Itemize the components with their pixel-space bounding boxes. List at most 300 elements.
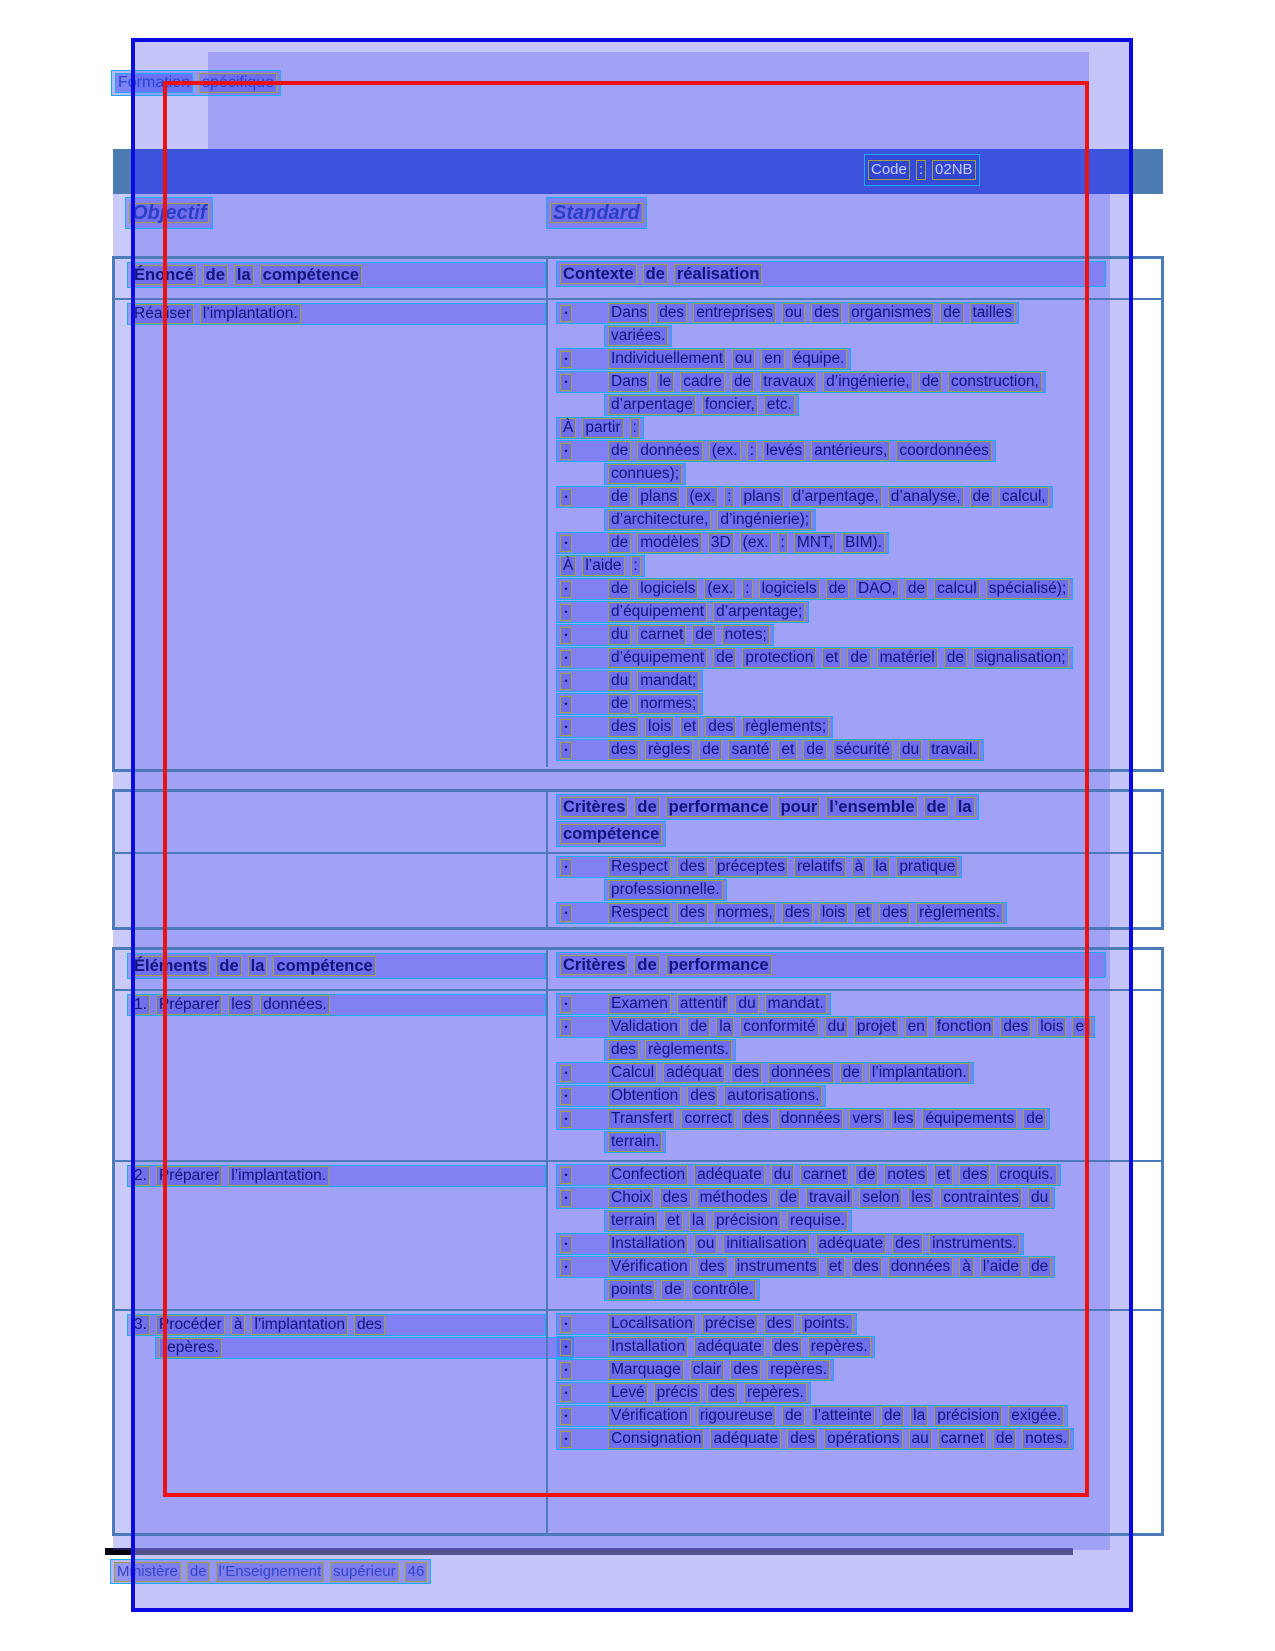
word: de bbox=[924, 797, 949, 817]
word: Obtention bbox=[608, 1086, 681, 1106]
word: du bbox=[825, 1017, 848, 1037]
word: : bbox=[742, 579, 752, 599]
text-line bbox=[127, 303, 546, 325]
word: l’implantation. bbox=[869, 1063, 970, 1083]
word: fonction bbox=[934, 1017, 994, 1037]
word: signalisation; bbox=[973, 648, 1069, 668]
bullet-marker-icon: • bbox=[560, 604, 572, 621]
text-line bbox=[556, 417, 644, 439]
word: lois bbox=[1037, 1017, 1066, 1037]
word: points. bbox=[801, 1314, 853, 1334]
text-line bbox=[556, 1428, 1074, 1450]
table-row bbox=[115, 298, 1161, 767]
word: la bbox=[872, 857, 890, 877]
bullet-marker-icon: • bbox=[560, 581, 572, 598]
word: compétence bbox=[260, 265, 362, 285]
text-line bbox=[556, 952, 1106, 978]
text-line bbox=[556, 1108, 1050, 1130]
word: de bbox=[643, 264, 668, 284]
word: d’ingénierie); bbox=[717, 510, 812, 530]
bullet-marker-icon: • bbox=[560, 351, 572, 368]
word: de bbox=[187, 1562, 210, 1582]
text-line bbox=[556, 348, 851, 370]
word: 3D bbox=[708, 533, 734, 553]
word: ou bbox=[782, 303, 805, 323]
cell-contexte-list bbox=[546, 300, 1161, 767]
word: de bbox=[905, 579, 928, 599]
word: performance bbox=[666, 797, 772, 817]
word: Éléments bbox=[131, 956, 210, 976]
word: données bbox=[778, 1109, 843, 1129]
cell-element-1 bbox=[115, 991, 546, 1160]
objectif-title bbox=[125, 197, 545, 230]
word: notes; bbox=[722, 625, 770, 645]
formation-specifique-label bbox=[111, 70, 281, 97]
word: des bbox=[705, 717, 736, 737]
text-line bbox=[546, 197, 647, 229]
word: construction, bbox=[948, 372, 1042, 392]
bullet-marker-icon: • bbox=[560, 1316, 572, 1333]
word: : bbox=[747, 441, 757, 461]
word: sécurité bbox=[833, 740, 893, 760]
word: adéquate bbox=[816, 1234, 887, 1254]
word: opérations bbox=[824, 1429, 902, 1449]
word: correct bbox=[681, 1109, 734, 1129]
word: de bbox=[203, 265, 228, 285]
word: Énoncé bbox=[131, 265, 197, 285]
word: en bbox=[905, 1017, 928, 1037]
table-row-element-2 bbox=[115, 1160, 1161, 1309]
word: partir bbox=[582, 418, 623, 438]
text-line bbox=[864, 154, 980, 186]
word: des bbox=[608, 740, 639, 760]
word: ou bbox=[694, 1234, 717, 1254]
header-cell-elements bbox=[115, 950, 546, 989]
text-line bbox=[556, 302, 1019, 324]
bullet-marker-icon: • bbox=[560, 1167, 572, 1184]
bullet-marker-icon: • bbox=[560, 443, 572, 460]
word: et bbox=[934, 1165, 953, 1185]
word: Procéder bbox=[156, 1315, 225, 1335]
table-criteres-ensemble bbox=[112, 789, 1164, 930]
text-line bbox=[604, 1210, 852, 1232]
text-line bbox=[556, 693, 703, 715]
text-line bbox=[556, 821, 666, 847]
word: spécialisé); bbox=[986, 579, 1070, 599]
word: Individuellement bbox=[608, 349, 726, 369]
word: vers bbox=[849, 1109, 884, 1129]
word: des bbox=[764, 1314, 795, 1334]
word: et bbox=[854, 903, 873, 923]
word: Critères bbox=[560, 797, 628, 817]
word: de bbox=[731, 372, 754, 392]
word: 2. bbox=[131, 1166, 150, 1186]
word: matériel bbox=[877, 648, 938, 668]
word: levés bbox=[763, 441, 805, 461]
word: (ex. bbox=[709, 441, 741, 461]
cell-criteres-2 bbox=[546, 1162, 1161, 1309]
word: Localisation bbox=[608, 1314, 696, 1334]
word: modèles bbox=[637, 533, 702, 553]
word: du bbox=[735, 994, 758, 1014]
word: de bbox=[944, 648, 967, 668]
word: précision bbox=[934, 1406, 1002, 1426]
word: attentif bbox=[677, 994, 730, 1014]
word: de bbox=[840, 1063, 863, 1083]
text-line bbox=[556, 486, 1053, 508]
word: précise bbox=[702, 1314, 758, 1334]
cell-competence-statement bbox=[115, 300, 546, 767]
text-line bbox=[604, 509, 816, 531]
word: (ex. bbox=[686, 487, 718, 507]
word: du bbox=[608, 671, 631, 691]
word: coordonnées bbox=[896, 441, 992, 461]
text-line bbox=[556, 1187, 1055, 1209]
word: terrain. bbox=[608, 1132, 662, 1152]
bullet-marker-icon: • bbox=[560, 1088, 572, 1105]
word: 02NB bbox=[932, 160, 976, 180]
bullet-marker-icon: • bbox=[560, 696, 572, 713]
word: adéquat bbox=[663, 1063, 725, 1083]
text-line bbox=[604, 1131, 666, 1153]
text-line bbox=[556, 716, 833, 738]
word: données bbox=[768, 1063, 833, 1083]
word: Transfert bbox=[608, 1109, 675, 1129]
word: Dans bbox=[608, 372, 650, 392]
bullet-marker-icon: • bbox=[560, 1236, 572, 1253]
word: repères. bbox=[159, 1338, 222, 1358]
word: l’aide bbox=[980, 1257, 1022, 1277]
word: repères. bbox=[808, 1337, 871, 1357]
table-row-element-3 bbox=[115, 1309, 1161, 1533]
word: de bbox=[855, 1165, 878, 1185]
word: exigée. bbox=[1008, 1406, 1064, 1426]
word: à bbox=[852, 857, 867, 877]
word: Vérification bbox=[608, 1406, 691, 1426]
word: Levé bbox=[608, 1383, 648, 1403]
word: Dans bbox=[608, 303, 650, 323]
word: des bbox=[851, 1257, 882, 1277]
word: ou bbox=[732, 349, 755, 369]
header-cell-enonce bbox=[115, 259, 546, 298]
text-line bbox=[556, 1016, 1095, 1038]
word: de bbox=[803, 740, 826, 760]
word: les bbox=[228, 995, 254, 1015]
word: équipements bbox=[922, 1109, 1017, 1129]
word: la bbox=[248, 956, 268, 976]
word: (ex. bbox=[740, 533, 772, 553]
text-line bbox=[556, 371, 1046, 393]
word: la bbox=[955, 797, 975, 817]
text-line bbox=[111, 70, 281, 96]
word: lois bbox=[819, 903, 848, 923]
bullet-marker-icon: • bbox=[560, 650, 572, 667]
word: à bbox=[231, 1315, 246, 1335]
bullet-marker-icon: • bbox=[560, 859, 572, 876]
word: initialisation bbox=[723, 1234, 809, 1254]
text-line bbox=[556, 993, 831, 1015]
word: et bbox=[778, 740, 797, 760]
word: adéquate bbox=[694, 1165, 765, 1185]
cell-element-2 bbox=[115, 1162, 546, 1309]
word: relatifs bbox=[794, 857, 846, 877]
table-row-element-1 bbox=[115, 989, 1161, 1160]
word: l’Enseignement bbox=[216, 1562, 325, 1582]
word: des bbox=[771, 1337, 802, 1357]
word: du bbox=[1028, 1188, 1051, 1208]
word: règles bbox=[645, 740, 693, 760]
text-line bbox=[155, 1337, 574, 1359]
word: des bbox=[782, 903, 813, 923]
word: des bbox=[811, 303, 842, 323]
ocr-block-overlay bbox=[208, 52, 1089, 149]
word: le bbox=[656, 372, 674, 392]
word: l’ensemble bbox=[826, 797, 917, 817]
word: plans bbox=[740, 487, 783, 507]
word: terrain bbox=[608, 1211, 658, 1231]
word: données bbox=[637, 441, 702, 461]
word: de bbox=[608, 694, 631, 714]
word: des bbox=[687, 1086, 718, 1106]
word: Examen bbox=[608, 994, 671, 1014]
bullet-marker-icon: • bbox=[560, 535, 572, 552]
word: Standard bbox=[550, 203, 643, 223]
text-line bbox=[604, 394, 799, 416]
bullet-marker-icon: • bbox=[560, 489, 572, 506]
word: normes, bbox=[714, 903, 776, 923]
word: Objectif bbox=[129, 203, 209, 223]
word: Marquage bbox=[608, 1360, 684, 1380]
word: cadre bbox=[680, 372, 725, 392]
table-enonce-contexte bbox=[112, 256, 1164, 772]
word: Contexte bbox=[560, 264, 637, 284]
word: mandat. bbox=[765, 994, 827, 1014]
word: et bbox=[822, 648, 841, 668]
word: de bbox=[661, 1280, 684, 1300]
word: etc. bbox=[764, 395, 795, 415]
word: de bbox=[216, 956, 241, 976]
word: adéquate bbox=[694, 1337, 765, 1357]
empty-cell bbox=[115, 792, 546, 852]
word: des bbox=[608, 717, 639, 737]
word: connues); bbox=[608, 464, 682, 484]
word: des bbox=[656, 303, 687, 323]
word: du bbox=[899, 740, 922, 760]
text-line bbox=[556, 1382, 811, 1404]
word: de bbox=[687, 1017, 710, 1037]
word: des bbox=[731, 1063, 762, 1083]
word: données. bbox=[260, 995, 330, 1015]
word: Consignation bbox=[608, 1429, 704, 1449]
empty-cell bbox=[115, 854, 546, 927]
word: foncier, bbox=[702, 395, 758, 415]
word: tailles bbox=[970, 303, 1016, 323]
standard-title bbox=[546, 197, 1102, 230]
word: du bbox=[771, 1165, 794, 1185]
word: : bbox=[724, 487, 734, 507]
word: l’implantation. bbox=[228, 1166, 329, 1186]
word: santé bbox=[728, 740, 772, 760]
word: 46 bbox=[405, 1562, 428, 1582]
text-line bbox=[604, 325, 672, 347]
word: MNT, bbox=[794, 533, 836, 553]
word: variées. bbox=[608, 326, 668, 346]
word: pratique bbox=[896, 857, 958, 877]
word: les bbox=[908, 1188, 934, 1208]
word: 1. bbox=[131, 995, 150, 1015]
word: Choix bbox=[608, 1188, 654, 1208]
word: l’implantation bbox=[251, 1315, 347, 1335]
word: de bbox=[1023, 1109, 1046, 1129]
text-line bbox=[556, 1359, 834, 1381]
code-line bbox=[864, 154, 1042, 187]
word: logiciels bbox=[759, 579, 820, 599]
bullet-marker-icon: • bbox=[560, 742, 572, 759]
text-line bbox=[556, 739, 984, 761]
word: normes; bbox=[637, 694, 699, 714]
word: de bbox=[608, 487, 631, 507]
word: de bbox=[1028, 1257, 1051, 1277]
word: carnet bbox=[637, 625, 686, 645]
word: de bbox=[699, 740, 722, 760]
word: Installation bbox=[608, 1234, 688, 1254]
bullet-marker-icon: • bbox=[560, 1019, 572, 1036]
word: de bbox=[993, 1429, 1016, 1449]
text-line bbox=[556, 856, 962, 878]
word: spécifique bbox=[199, 73, 277, 93]
word: Critères bbox=[560, 955, 628, 975]
bullet-marker-icon: • bbox=[560, 305, 572, 322]
word: l’implantation. bbox=[200, 304, 301, 324]
word: requise. bbox=[787, 1211, 848, 1231]
word: points bbox=[608, 1280, 655, 1300]
header-cell-criteres-ensemble bbox=[546, 792, 1161, 852]
word: compétence bbox=[273, 956, 375, 976]
bullet-marker-icon: • bbox=[560, 1362, 572, 1379]
word: travaux bbox=[760, 372, 817, 392]
text-line bbox=[604, 1039, 736, 1061]
word: de bbox=[634, 797, 659, 817]
word: de bbox=[634, 955, 659, 975]
header-cell-criteres bbox=[546, 950, 1161, 989]
text-line bbox=[556, 261, 1106, 287]
word: À bbox=[560, 418, 576, 438]
word: précis bbox=[654, 1383, 701, 1403]
word: de bbox=[692, 625, 715, 645]
word: adéquate bbox=[710, 1429, 781, 1449]
text-line bbox=[556, 1313, 857, 1335]
word: DAO, bbox=[855, 579, 899, 599]
word: rigoureuse bbox=[697, 1406, 776, 1426]
word: logiciels bbox=[637, 579, 698, 599]
word: préceptes bbox=[714, 857, 788, 877]
text-line bbox=[604, 1279, 760, 1301]
word: Vérification bbox=[608, 1257, 691, 1277]
word: selon bbox=[859, 1188, 902, 1208]
text-line bbox=[556, 624, 774, 646]
header-cell-contexte bbox=[546, 259, 1161, 298]
word: Réaliser bbox=[131, 304, 194, 324]
table-header-row bbox=[115, 792, 1161, 852]
table-header-row bbox=[115, 259, 1161, 298]
word: à bbox=[959, 1257, 974, 1277]
word: des bbox=[707, 1383, 738, 1403]
word: (ex. bbox=[704, 579, 736, 599]
bullet-marker-icon: • bbox=[560, 905, 572, 922]
word: instruments. bbox=[929, 1234, 1019, 1254]
word: données bbox=[888, 1257, 953, 1277]
word: de bbox=[713, 648, 736, 668]
word: Formation bbox=[115, 73, 193, 93]
word: des bbox=[660, 1188, 691, 1208]
word: et bbox=[664, 1211, 683, 1231]
word: conformité bbox=[740, 1017, 818, 1037]
word: Respect bbox=[608, 903, 671, 923]
word: la bbox=[716, 1017, 734, 1037]
word: des bbox=[741, 1109, 772, 1129]
cell-criteres-3 bbox=[546, 1311, 1161, 1533]
word: et bbox=[826, 1257, 845, 1277]
bullet-marker-icon: • bbox=[560, 719, 572, 736]
word: compétence bbox=[560, 824, 662, 844]
word: organismes bbox=[848, 303, 934, 323]
word: les bbox=[891, 1109, 917, 1129]
word: réalisation bbox=[674, 264, 763, 284]
word: mandat; bbox=[637, 671, 699, 691]
word: professionnelle. bbox=[608, 880, 723, 900]
word: des bbox=[879, 903, 910, 923]
word: Installation bbox=[608, 1337, 688, 1357]
word: en bbox=[761, 349, 784, 369]
word: de bbox=[777, 1188, 800, 1208]
word: performance bbox=[666, 955, 772, 975]
word: repères. bbox=[767, 1360, 830, 1380]
word: la bbox=[910, 1406, 928, 1426]
word: Préparer bbox=[156, 1166, 222, 1186]
word: clair bbox=[690, 1360, 724, 1380]
bullet-marker-icon: • bbox=[560, 673, 572, 690]
word: carnet bbox=[938, 1429, 987, 1449]
bullet-marker-icon: • bbox=[560, 1431, 572, 1448]
text-line bbox=[127, 953, 546, 979]
text-line bbox=[556, 1336, 875, 1358]
word: travail bbox=[806, 1188, 853, 1208]
word: des bbox=[1000, 1017, 1031, 1037]
bullet-marker-icon: • bbox=[560, 996, 572, 1013]
word: : bbox=[630, 418, 640, 438]
word: d’arpentage, bbox=[790, 487, 882, 507]
word: protection bbox=[742, 648, 816, 668]
word: : bbox=[778, 533, 788, 553]
word: de bbox=[970, 487, 993, 507]
word: la bbox=[689, 1211, 707, 1231]
bullet-marker-icon: • bbox=[560, 627, 572, 644]
word: de bbox=[826, 579, 849, 599]
word: BIM). bbox=[842, 533, 885, 553]
text-line bbox=[556, 1085, 826, 1107]
word: notes bbox=[884, 1165, 928, 1185]
word: du bbox=[608, 625, 631, 645]
text-line bbox=[127, 1165, 546, 1187]
text-line bbox=[556, 440, 996, 462]
word: instruments bbox=[734, 1257, 820, 1277]
word: Calcul bbox=[608, 1063, 657, 1083]
text-line bbox=[556, 578, 1073, 600]
text-line bbox=[604, 463, 686, 485]
text-line bbox=[556, 794, 979, 820]
word: l’atteinte bbox=[811, 1406, 875, 1426]
word: : bbox=[916, 160, 926, 180]
